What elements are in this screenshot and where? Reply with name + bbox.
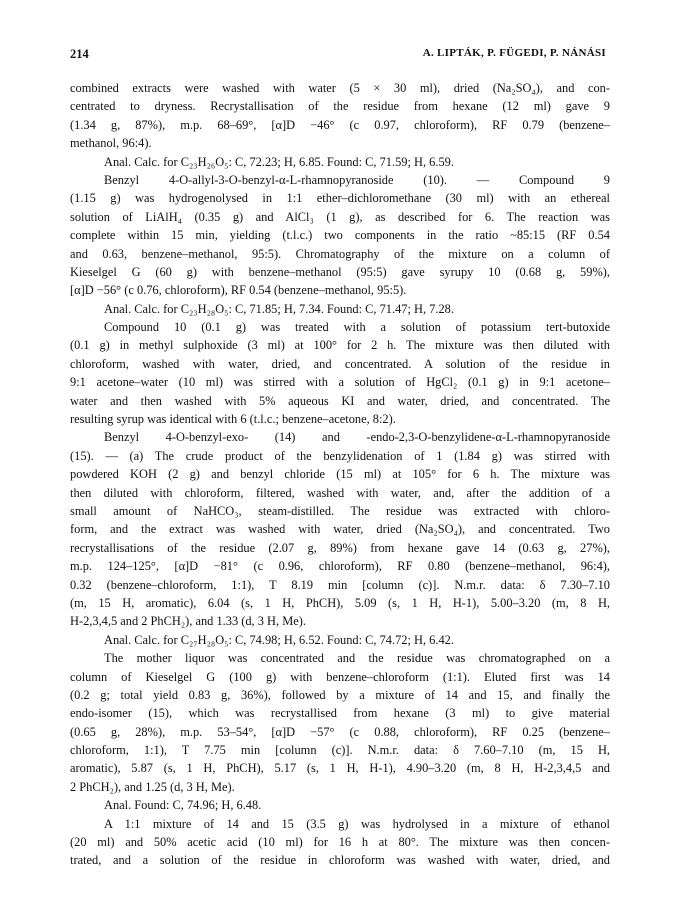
text-line: H-2,3,4,5 and 2 PhCH₂), and 1.33 (d, 3 H, Me). <box>70 614 306 629</box>
text-line: Benzyl 4-O-benzyl-exo- (14) and -endo-2,3-O-benzylidene-α-L-rhamnopyranoside <box>104 430 610 445</box>
text-line: Anal. Calc. for C₂₇H₂₈O₅: C, 74.98; H, 6.52. Found: C, 74.72; H, 6.42. <box>104 632 454 647</box>
body-text <box>70 79 610 870</box>
text-line: endo-isomer (15), which was recrystallised from hexane (3 ml) to give material <box>70 706 610 721</box>
text-line: chloroform, 1:1), T 7.75 min [column (c)]. N.m.r. data: δ 7.60–7.10 (m, 15 H, <box>70 743 610 758</box>
text-line: resulting syrup was identical with 6 (t.l.c.; benzene–acetone, 8:2). <box>70 412 396 427</box>
text-line: complete within 15 min, yielding (t.l.c.) two components in the ratio ~85:15 (RF 0.54 <box>70 228 610 243</box>
text-line: solution of LiAlH₄ (0.35 g) and AlCl₃ (1 g), as described for 6. The reaction was <box>70 209 610 224</box>
text-line: centrated to dryness. Recrystallisation of the residue from hexane (12 ml) gave 9 <box>70 99 610 114</box>
text-line: column of Kieselgel G (100 g) with benzene–chloroform (1:1). Eluted first was 14 <box>70 669 610 684</box>
page-number: 214 <box>70 47 89 61</box>
text-line: [α]D −56° (c 0.76, chloroform), RF 0.54 (benzene–methanol, 95:5). <box>70 283 407 298</box>
text-line: Anal. Found: C, 74.96; H, 6.48. <box>104 798 262 813</box>
text-line: A 1:1 mixture of 14 and 15 (3.5 g) was hydrolysed in a mixture of ethanol <box>104 816 610 831</box>
text-line: The mother liquor was concentrated and the residue was chromatographed on a <box>104 651 610 666</box>
page-header <box>70 47 606 65</box>
text-line: 0.32 (benzene–chloroform, 1:1), T 8.19 min [column (c)]. N.m.r. data: δ 7.30–7.10 <box>70 577 610 592</box>
text-line: Benzyl 4-O-allyl-3-O-benzyl-α-L-rhamnopyranoside (10). — Compound 9 <box>104 172 610 187</box>
text-line: (0.65 g, 28%), m.p. 53–54°, [α]D −57° (c 0.88, chloroform), RF 0.25 (benzene– <box>70 724 610 739</box>
text-line: aromatic), 5.87 (s, 1 H, PhCH), 5.17 (s, 1 H, H-1), 4.90–3.20 (m, 8 H, H-2,3,4,5 and <box>70 761 610 776</box>
text-line: water and then washed with 5% aqueous KI and water, dried, and concentrated. The <box>70 393 610 408</box>
text-line: combined extracts were washed with water (5 × 30 ml), dried (Na₂SO₄), and con- <box>70 81 610 95</box>
text-line: (20 ml) and 50% acetic acid (10 ml) for 16 h at 80°. The mixture was then concen- <box>70 835 610 850</box>
running-head: A. LIPTÁK, P. FÜGEDI, P. NÁNÁSI <box>422 47 606 59</box>
text-line: and 0.63, benzene–methanol, 95:5). Chromatography of the mixture on a column of <box>70 246 610 261</box>
text-line: (m, 15 H, aromatic), 6.04 (s, 1 H, PhCH), 5.09 (s, 1 H, H-1), 5.00–3.20 (m, 8 H, <box>70 595 610 610</box>
text-line: Anal. Calc. for C₂₃H₂₈O₅: C, 71.85; H, 7.34. Found: C, 71.47; H, 7.28. <box>104 301 454 316</box>
text-line: trated, and a solution of the residue in chloroform was washed with water, dried, and <box>70 853 610 868</box>
text-line: 9:1 acetone–water (10 ml) was stirred with a solution of HgCl₂ (0.1 g) in 9:1 acetone– <box>70 375 610 390</box>
text-line: form, and the extract was washed with water, dried (Na₂SO₄), and concentrated. Two <box>70 522 610 537</box>
text-line: (0.2 g; total yield 0.83 g, 36%), followed by a mixture of 14 and 15, and finally the <box>70 687 610 702</box>
text-line: (1.15 g) was hydrogenolysed in 1:1 ether–dichloromethane (30 ml) with an ethereal <box>70 191 610 206</box>
text-line: (15). — (a) The crude product of the benzylidenation of 1 (1.84 g) was stirred with <box>70 448 610 463</box>
text-line: (1.34 g, 87%), m.p. 68–69°, [α]D −46° (c 0.97, chloroform), RF 0.79 (benzene– <box>70 117 610 132</box>
text-line: methanol, 96:4). <box>70 136 152 151</box>
text-line: chloroform, washed with water, dried, and concentrated. A solution of the residue in <box>70 356 610 371</box>
text-line: Anal. Calc. for C₂₃H₂₆O₅: C, 72.23; H, 6.85. Found: C, 71.59; H, 6.59. <box>104 154 454 169</box>
text-line: then diluted with chloroform, filtered, washed with water, and, after the addition of a <box>70 485 610 500</box>
text-line: small amount of NaHCO₃, steam-distilled. The residue was extracted with chloro- <box>70 503 610 518</box>
text-line: powdered KOH (2 g) and benzyl chloride (15 ml) at 105° for 6 h. The mixture was <box>70 467 610 482</box>
text-line: 2 PhCH₂), and 1.25 (d, 3 H, Me). <box>70 779 235 794</box>
text-line: m.p. 124–125°, [α]D −81° (c 0.96, chloroform), RF 0.80 (benzene–methanol, 96:4), <box>70 559 610 574</box>
text-line: Kieselgel G (60 g) with benzene–methanol (95:5) gave syrupy 10 (0.68 g, 59%), <box>70 264 610 279</box>
text-line: (0.1 g) in methyl sulphoxide (3 ml) at 100° for 2 h. The mixture was then diluted with <box>70 338 610 353</box>
text-line: Compound 10 (0.1 g) was treated with a solution of potassium tert-butoxide <box>104 320 610 335</box>
text-line: recrystallisations of the residue (2.07 g, 89%) from hexane gave 14 (0.63 g, 27%), <box>70 540 610 555</box>
